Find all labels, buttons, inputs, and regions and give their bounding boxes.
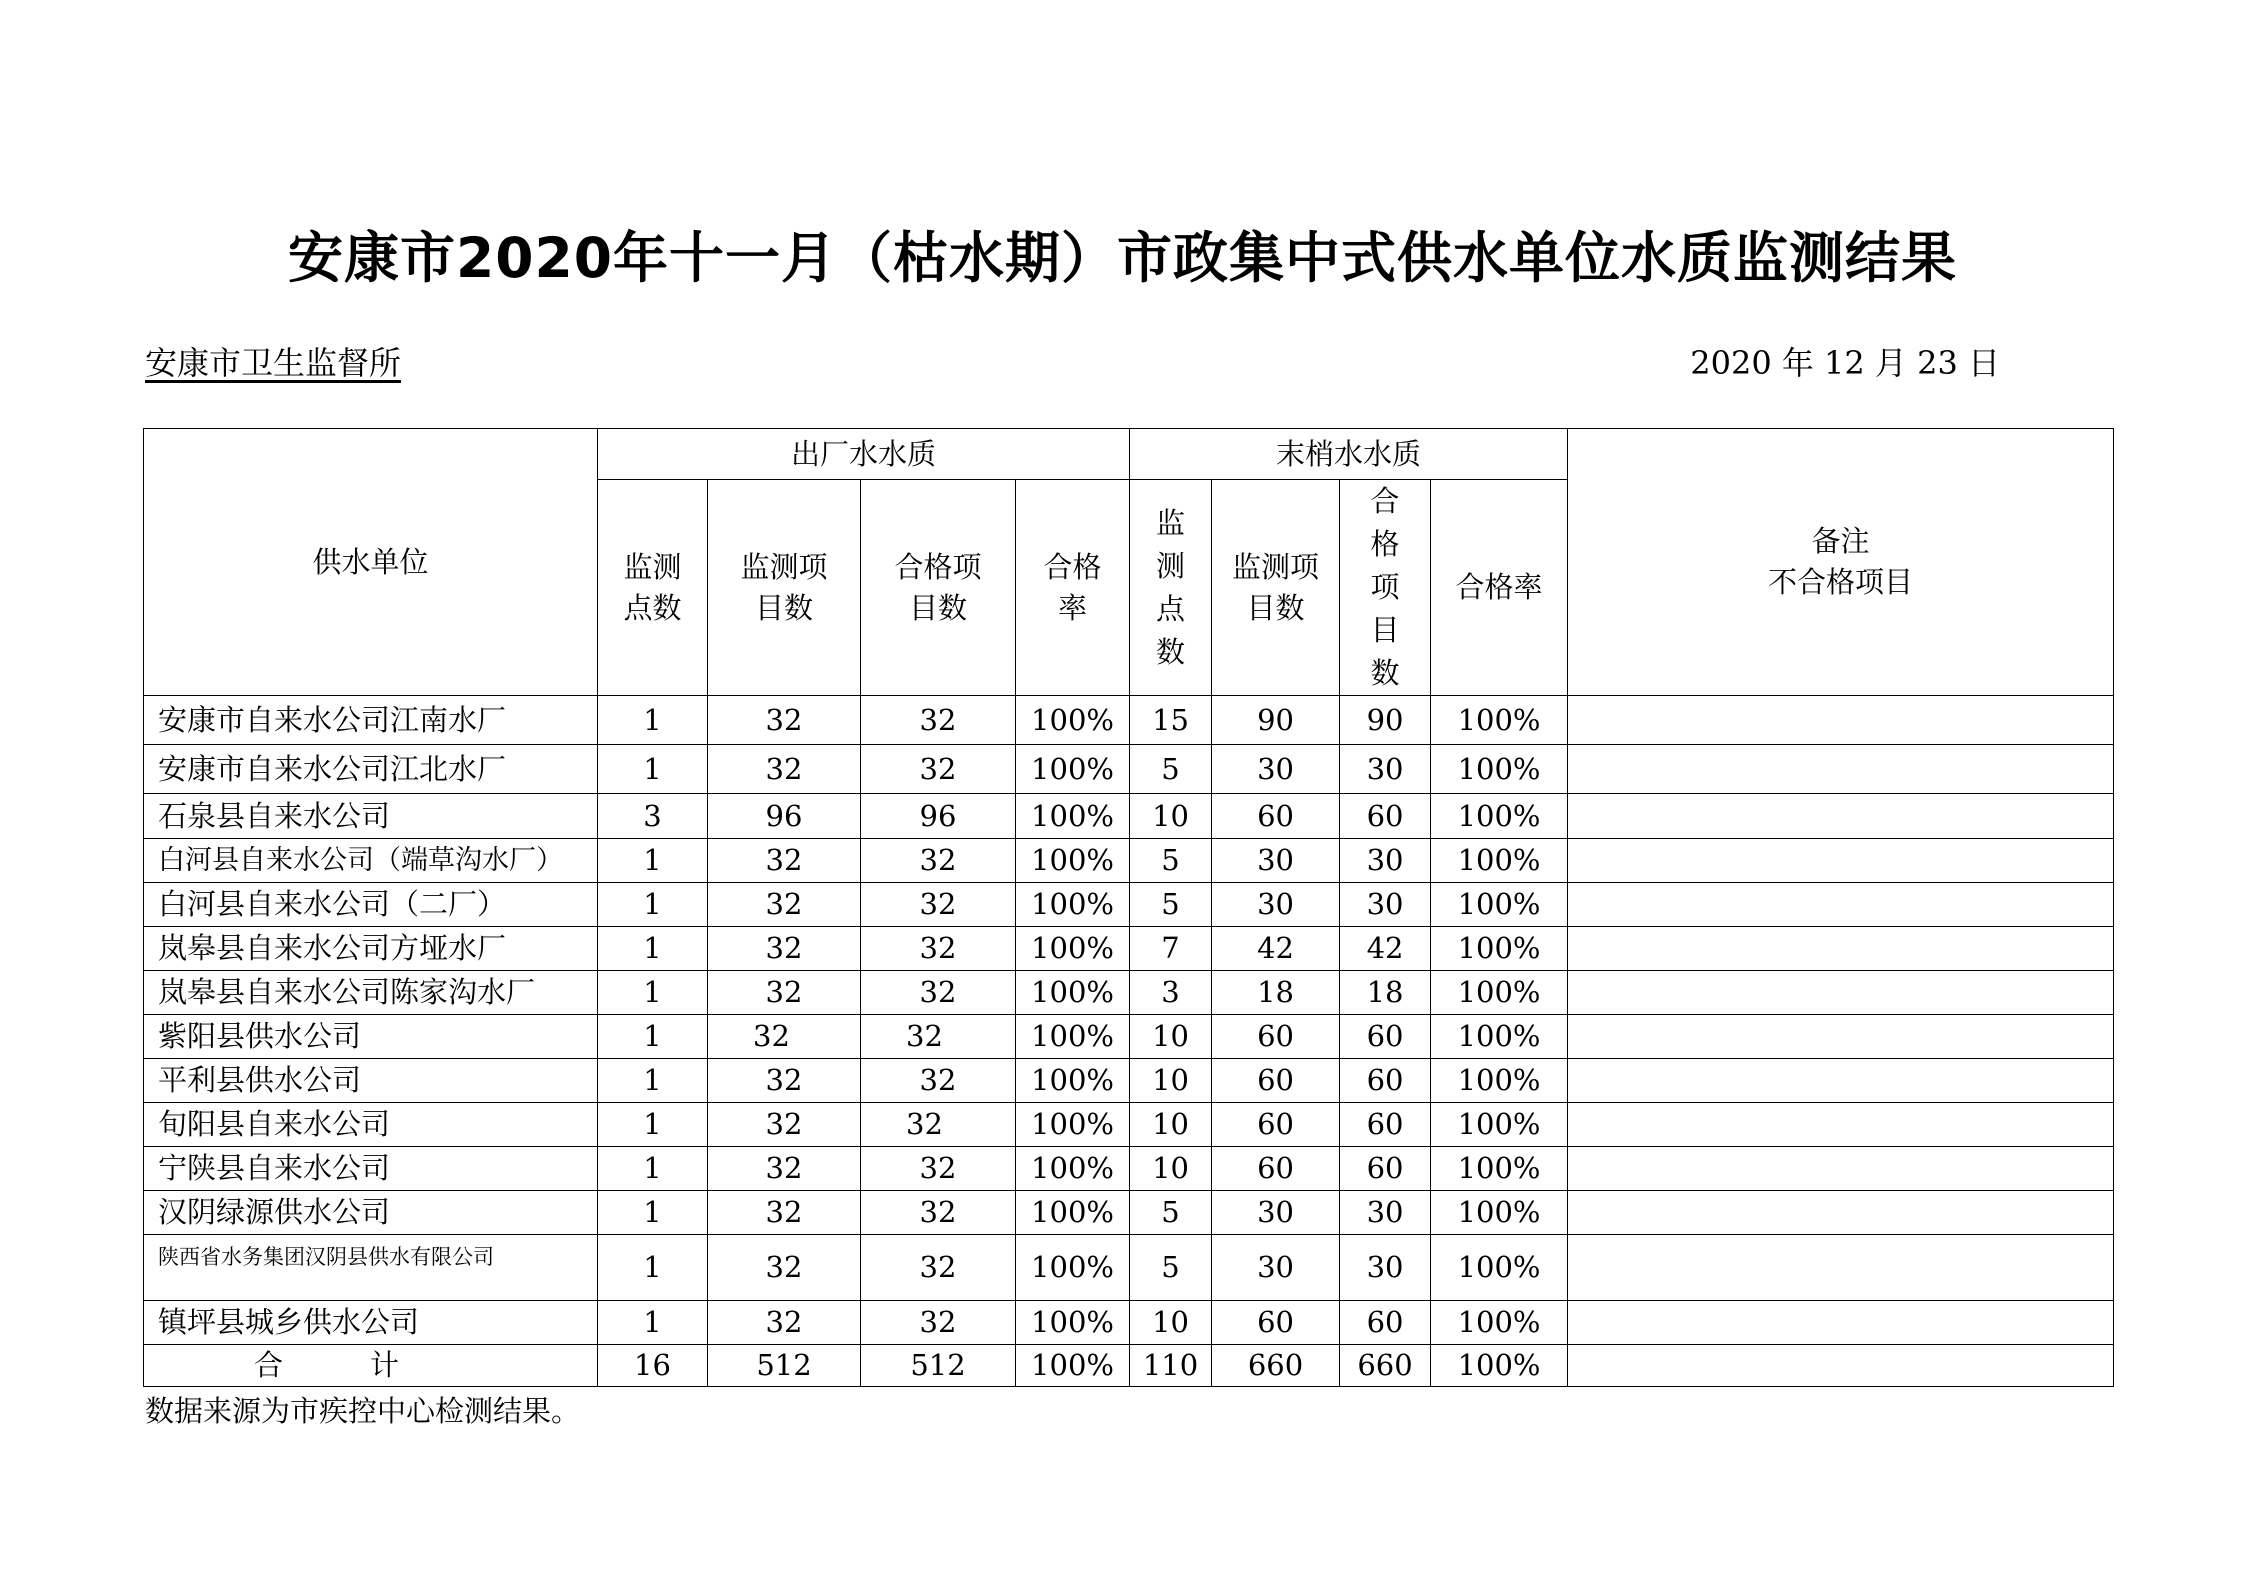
factory-points: 1	[598, 696, 708, 745]
total-factory-rate: 100%	[1016, 1345, 1130, 1387]
factory-rate: 100%	[1016, 927, 1130, 971]
remarks	[1568, 1235, 2114, 1301]
factory-items: 32	[708, 1147, 861, 1191]
terminal-points: 15	[1130, 696, 1212, 745]
terminal-rate: 100%	[1431, 883, 1568, 927]
factory-qualified-items: 32	[861, 971, 1016, 1015]
header-terminal-points: 监 测 点 数	[1130, 480, 1212, 696]
terminal-items: 30	[1212, 1235, 1340, 1301]
header-factory-items: 监测项 目数	[708, 480, 861, 696]
factory-rate: 100%	[1016, 1015, 1130, 1059]
header-factory-rate: 合格 率	[1016, 480, 1130, 696]
factory-points: 1	[598, 1235, 708, 1301]
header-factory-points: 监测 点数	[598, 480, 708, 696]
factory-rate: 100%	[1016, 1235, 1130, 1301]
factory-rate: 100%	[1016, 883, 1130, 927]
terminal-qualified-items: 18	[1340, 971, 1431, 1015]
header-terminal-water: 末梢水水质	[1130, 429, 1568, 480]
terminal-points: 10	[1130, 1059, 1212, 1103]
terminal-rate: 100%	[1431, 1235, 1568, 1301]
factory-qualified-items: 32	[861, 745, 1016, 794]
unit-name: 陕西省水务集团汉阴县供水有限公司	[144, 1235, 598, 1301]
factory-qualified-items: 32	[861, 883, 1016, 927]
terminal-points: 3	[1130, 971, 1212, 1015]
header-unit: 供水单位	[144, 429, 598, 696]
table-row	[144, 971, 2114, 1015]
remarks	[1568, 1191, 2114, 1235]
factory-items: 32	[708, 971, 861, 1015]
terminal-items: 60	[1212, 1015, 1340, 1059]
factory-rate: 100%	[1016, 971, 1130, 1015]
remarks	[1568, 745, 2114, 794]
terminal-qualified-items: 42	[1340, 927, 1431, 971]
table-row	[144, 745, 2114, 794]
remarks	[1568, 839, 2114, 883]
terminal-points: 10	[1130, 794, 1212, 839]
terminal-qualified-items: 30	[1340, 1191, 1431, 1235]
factory-items: 32	[708, 927, 861, 971]
factory-items: 32	[708, 1301, 861, 1345]
terminal-points: 10	[1130, 1103, 1212, 1147]
terminal-qualified-items: 60	[1340, 1301, 1431, 1345]
terminal-qualified-items: 60	[1340, 1147, 1431, 1191]
table-row	[144, 883, 2114, 927]
remarks	[1568, 971, 2114, 1015]
unit-name: 岚皋县自来水公司方垭水厂	[144, 927, 598, 971]
factory-points: 1	[598, 745, 708, 794]
factory-rate: 100%	[1016, 794, 1130, 839]
terminal-items: 30	[1212, 1191, 1340, 1235]
terminal-items: 60	[1212, 1103, 1340, 1147]
factory-items: 96	[708, 794, 861, 839]
terminal-items: 60	[1212, 794, 1340, 839]
factory-qualified-items: 96	[861, 794, 1016, 839]
unit-name: 紫阳县供水公司	[144, 1015, 598, 1059]
total-terminal-items: 660	[1212, 1345, 1340, 1387]
issuing-organization: 安康市卫生监督所	[145, 344, 402, 382]
terminal-points: 7	[1130, 927, 1212, 971]
terminal-qualified-items: 60	[1340, 1015, 1431, 1059]
terminal-points: 5	[1130, 839, 1212, 883]
page-title: 安康市2020年十一月（枯水期）市政集中式供水单位水质监测结果	[287, 226, 1958, 290]
header-remarks: 备注 不合格项目	[1568, 429, 2114, 696]
header-terminal-rate: 合格率	[1431, 480, 1568, 696]
factory-items: 32	[708, 1191, 861, 1235]
remarks	[1568, 927, 2114, 971]
terminal-points: 10	[1130, 1015, 1212, 1059]
terminal-points: 5	[1130, 883, 1212, 927]
unit-name: 白河县自来水公司（二厂）	[144, 883, 598, 927]
factory-rate: 100%	[1016, 1301, 1130, 1345]
total-remarks	[1568, 1345, 2114, 1387]
terminal-rate: 100%	[1431, 696, 1568, 745]
total-factory-qualified-items: 512	[861, 1345, 1016, 1387]
water-quality-table	[143, 428, 2114, 1387]
terminal-qualified-items: 90	[1340, 696, 1431, 745]
factory-rate: 100%	[1016, 1147, 1130, 1191]
factory-qualified-items: 32	[861, 927, 1016, 971]
total-row	[144, 1345, 2114, 1387]
factory-points: 1	[598, 927, 708, 971]
terminal-points: 5	[1130, 1235, 1212, 1301]
unit-name: 安康市自来水公司江北水厂	[144, 745, 598, 794]
terminal-items: 42	[1212, 927, 1340, 971]
factory-points: 1	[598, 1147, 708, 1191]
table-row	[144, 927, 2114, 971]
factory-items: 32	[708, 745, 861, 794]
total-factory-items: 512	[708, 1345, 861, 1387]
terminal-qualified-items: 30	[1340, 839, 1431, 883]
terminal-rate: 100%	[1431, 927, 1568, 971]
table-row	[144, 794, 2114, 839]
terminal-qualified-items: 30	[1340, 1235, 1431, 1301]
table-row	[144, 1015, 2114, 1059]
remarks	[1568, 794, 2114, 839]
factory-qualified-items: 32	[861, 1015, 1016, 1059]
factory-items: 32	[708, 1015, 861, 1059]
report-date: 2020 年 12 月 23 日	[1690, 344, 2000, 382]
unit-name: 镇坪县城乡供水公司	[144, 1301, 598, 1345]
terminal-points: 5	[1130, 745, 1212, 794]
factory-qualified-items: 32	[861, 1235, 1016, 1301]
terminal-items: 30	[1212, 883, 1340, 927]
terminal-items: 90	[1212, 696, 1340, 745]
unit-name: 汉阴绿源供水公司	[144, 1191, 598, 1235]
factory-qualified-items: 32	[861, 696, 1016, 745]
terminal-qualified-items: 30	[1340, 745, 1431, 794]
unit-name: 平利县供水公司	[144, 1059, 598, 1103]
factory-points: 1	[598, 1301, 708, 1345]
header-terminal-qualified-items: 合 格 项 目 数	[1340, 480, 1431, 696]
table-row	[144, 1191, 2114, 1235]
factory-qualified-items: 32	[861, 839, 1016, 883]
factory-points: 1	[598, 1015, 708, 1059]
terminal-rate: 100%	[1431, 1147, 1568, 1191]
terminal-items: 60	[1212, 1059, 1340, 1103]
factory-points: 1	[598, 1103, 708, 1147]
remarks	[1568, 1103, 2114, 1147]
terminal-rate: 100%	[1431, 1015, 1568, 1059]
terminal-points: 5	[1130, 1191, 1212, 1235]
table-row	[144, 696, 2114, 745]
terminal-items: 60	[1212, 1301, 1340, 1345]
unit-name: 安康市自来水公司江南水厂	[144, 696, 598, 745]
unit-name: 岚皋县自来水公司陈家沟水厂	[144, 971, 598, 1015]
total-terminal-rate: 100%	[1431, 1345, 1568, 1387]
unit-name: 白河县自来水公司（端草沟水厂）	[144, 839, 598, 883]
terminal-rate: 100%	[1431, 1103, 1568, 1147]
terminal-rate: 100%	[1431, 794, 1568, 839]
header-factory-qualified-items: 合格项 目数	[861, 480, 1016, 696]
factory-items: 32	[708, 1235, 861, 1301]
table-row	[144, 1235, 2114, 1301]
terminal-items: 30	[1212, 745, 1340, 794]
terminal-qualified-items: 60	[1340, 1103, 1431, 1147]
factory-rate: 100%	[1016, 1191, 1130, 1235]
total-label: 合 计	[144, 1345, 598, 1387]
factory-rate: 100%	[1016, 1059, 1130, 1103]
total-terminal-qualified-items: 660	[1340, 1345, 1431, 1387]
unit-name: 宁陕县自来水公司	[144, 1147, 598, 1191]
table-row	[144, 1301, 2114, 1345]
terminal-rate: 100%	[1431, 1191, 1568, 1235]
factory-items: 32	[708, 1059, 861, 1103]
factory-items: 32	[708, 1103, 861, 1147]
terminal-qualified-items: 60	[1340, 1059, 1431, 1103]
terminal-qualified-items: 30	[1340, 883, 1431, 927]
terminal-items: 18	[1212, 971, 1340, 1015]
factory-points: 1	[598, 839, 708, 883]
terminal-items: 30	[1212, 839, 1340, 883]
factory-qualified-items: 32	[861, 1059, 1016, 1103]
factory-rate: 100%	[1016, 1103, 1130, 1147]
factory-points: 3	[598, 794, 708, 839]
terminal-rate: 100%	[1431, 1301, 1568, 1345]
data-source-note: 数据来源为市疾控中心检测结果。	[145, 1394, 581, 1428]
terminal-points: 10	[1130, 1301, 1212, 1345]
terminal-rate: 100%	[1431, 745, 1568, 794]
terminal-rate: 100%	[1431, 971, 1568, 1015]
terminal-points: 10	[1130, 1147, 1212, 1191]
terminal-rate: 100%	[1431, 1059, 1568, 1103]
remarks	[1568, 1015, 2114, 1059]
remarks	[1568, 1301, 2114, 1345]
remarks	[1568, 1147, 2114, 1191]
factory-points: 1	[598, 1191, 708, 1235]
factory-qualified-items: 32	[861, 1301, 1016, 1345]
total-factory-points: 16	[598, 1345, 708, 1387]
terminal-items: 60	[1212, 1147, 1340, 1191]
factory-qualified-items: 32	[861, 1103, 1016, 1147]
table-row	[144, 839, 2114, 883]
remarks	[1568, 883, 2114, 927]
terminal-rate: 100%	[1431, 839, 1568, 883]
remarks	[1568, 696, 2114, 745]
header-terminal-items: 监测项 目数	[1212, 480, 1340, 696]
factory-qualified-items: 32	[861, 1147, 1016, 1191]
header-factory-water: 出厂水水质	[598, 429, 1130, 480]
table-row	[144, 1147, 2114, 1191]
factory-items: 32	[708, 883, 861, 927]
factory-items: 32	[708, 839, 861, 883]
factory-items: 32	[708, 696, 861, 745]
factory-rate: 100%	[1016, 696, 1130, 745]
remarks	[1568, 1059, 2114, 1103]
unit-name: 石泉县自来水公司	[144, 794, 598, 839]
unit-name: 旬阳县自来水公司	[144, 1103, 598, 1147]
table-row	[144, 1103, 2114, 1147]
table-row	[144, 1059, 2114, 1103]
factory-points: 1	[598, 971, 708, 1015]
terminal-qualified-items: 60	[1340, 794, 1431, 839]
factory-rate: 100%	[1016, 745, 1130, 794]
factory-points: 1	[598, 883, 708, 927]
total-terminal-points: 110	[1130, 1345, 1212, 1387]
factory-points: 1	[598, 1059, 708, 1103]
factory-rate: 100%	[1016, 839, 1130, 883]
factory-qualified-items: 32	[861, 1191, 1016, 1235]
